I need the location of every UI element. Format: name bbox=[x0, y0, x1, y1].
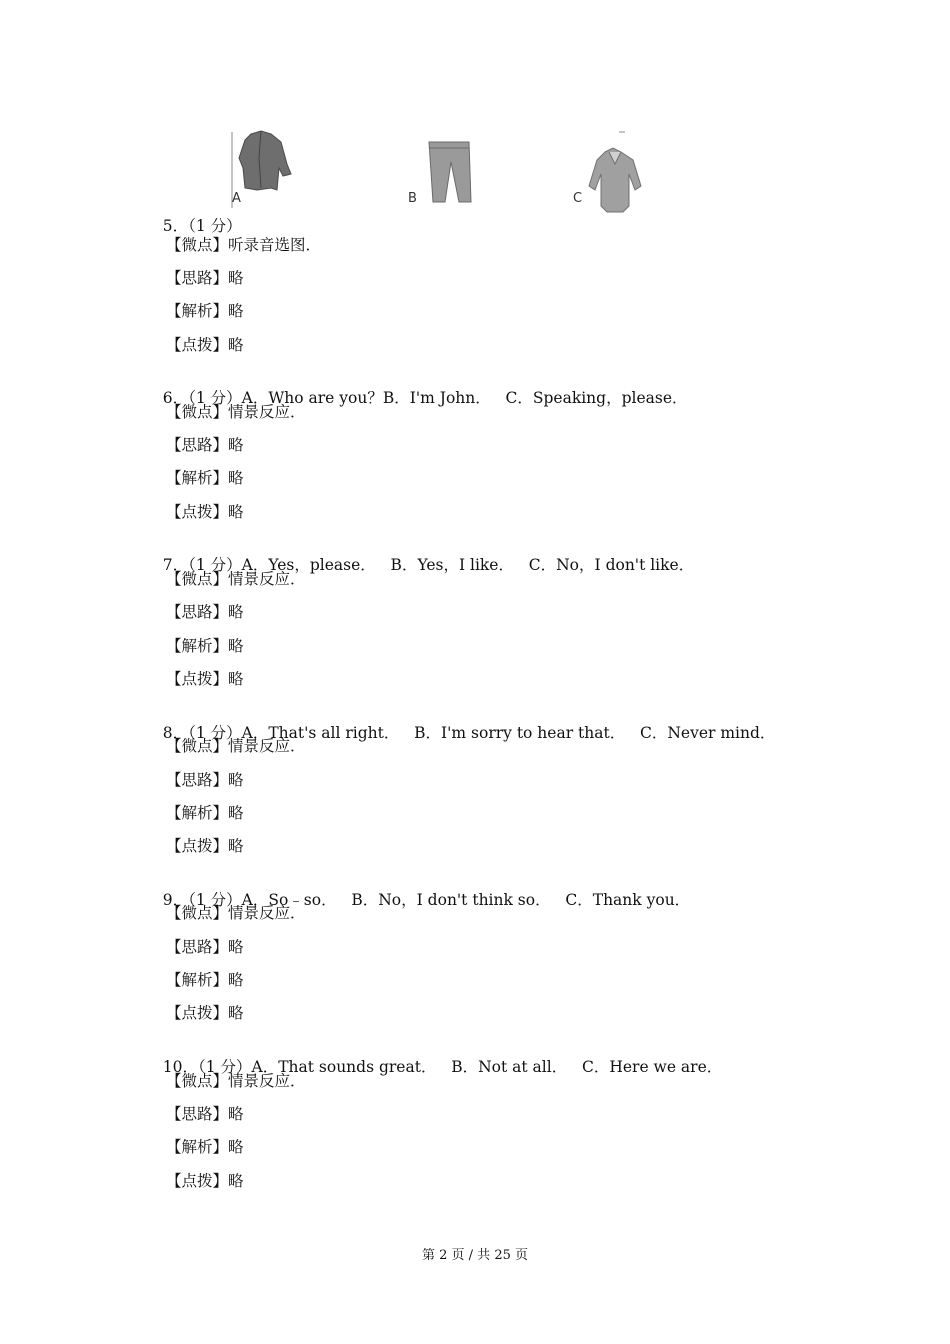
weidian-line: 【微点】情景反应． bbox=[166, 403, 306, 421]
question-options: A．That sounds great． B．Not at all． C．Here we are． bbox=[251, 1058, 723, 1076]
question-number: 8． bbox=[162, 724, 189, 742]
silu-line: 【思路】略 bbox=[166, 269, 244, 287]
question-number: 6． bbox=[162, 389, 189, 407]
question-number: 10． bbox=[162, 1058, 198, 1076]
weidian-line: 【微点】情景反应． bbox=[166, 737, 306, 755]
silu-line: 【思路】略 bbox=[166, 436, 244, 454]
jiexi-line: 【解析】略 bbox=[166, 804, 244, 822]
question-number: 7． bbox=[162, 556, 189, 574]
jiexi-line: 【解析】略 bbox=[166, 469, 244, 487]
question-number: 9． bbox=[162, 891, 189, 909]
dianbo-line: 【点拨】略 bbox=[166, 670, 244, 688]
question-number: 5． bbox=[162, 217, 189, 235]
jiexi-line: 【解析】略 bbox=[166, 971, 244, 989]
jiexi-line: 【解析】略 bbox=[166, 302, 244, 320]
question-score: （1 分） bbox=[197, 1058, 252, 1076]
weidian-line: 【微点】情景反应． bbox=[166, 570, 306, 588]
question-options: A．That's all right． B．I'm sorry to hear that． C．Never mind． bbox=[241, 724, 776, 742]
question-score: （1 分） bbox=[188, 217, 242, 235]
question-options: A．So﹣so． B．No，I don't think so． C．Thank you． bbox=[241, 891, 691, 909]
jiexi-line: 【解析】略 bbox=[166, 1138, 244, 1156]
weidian-line: 【微点】情景反应． bbox=[166, 904, 306, 922]
picture-label-a: A bbox=[232, 191, 241, 206]
dianbo-line: 【点拨】略 bbox=[166, 336, 244, 354]
weidian-line: 【微点】情景反应． bbox=[166, 1072, 306, 1090]
question-options: A．Who are you？B．I'm John． C．Speaking，please． bbox=[241, 389, 688, 407]
question-score: （1 分） bbox=[188, 891, 242, 909]
page-footer: 第 2 页 / 共 25 页 bbox=[422, 1248, 528, 1263]
jiexi-line: 【解析】略 bbox=[166, 637, 244, 655]
silu-line: 【思路】略 bbox=[166, 603, 244, 621]
question-options: A．Yes，please． B．Yes，I like． C．No，I don't like． bbox=[241, 556, 695, 574]
picture-label-c: C bbox=[573, 191, 583, 206]
silu-line: 【思路】略 bbox=[166, 938, 244, 956]
weidian-line: 【微点】听录音选图． bbox=[166, 236, 322, 254]
sweater-icon bbox=[585, 130, 645, 214]
dianbo-line: 【点拨】略 bbox=[166, 837, 244, 855]
trousers-icon bbox=[425, 138, 475, 206]
question-score: （1 分） bbox=[188, 389, 242, 407]
silu-line: 【思路】略 bbox=[166, 771, 244, 789]
dianbo-line: 【点拨】略 bbox=[166, 503, 244, 521]
dianbo-line: 【点拨】略 bbox=[166, 1004, 244, 1022]
question-score: （1 分） bbox=[188, 556, 242, 574]
dianbo-line: 【点拨】略 bbox=[166, 1172, 244, 1190]
picture-label-b: B bbox=[408, 191, 417, 206]
question-score: （1 分） bbox=[188, 724, 242, 742]
silu-line: 【思路】略 bbox=[166, 1105, 244, 1123]
